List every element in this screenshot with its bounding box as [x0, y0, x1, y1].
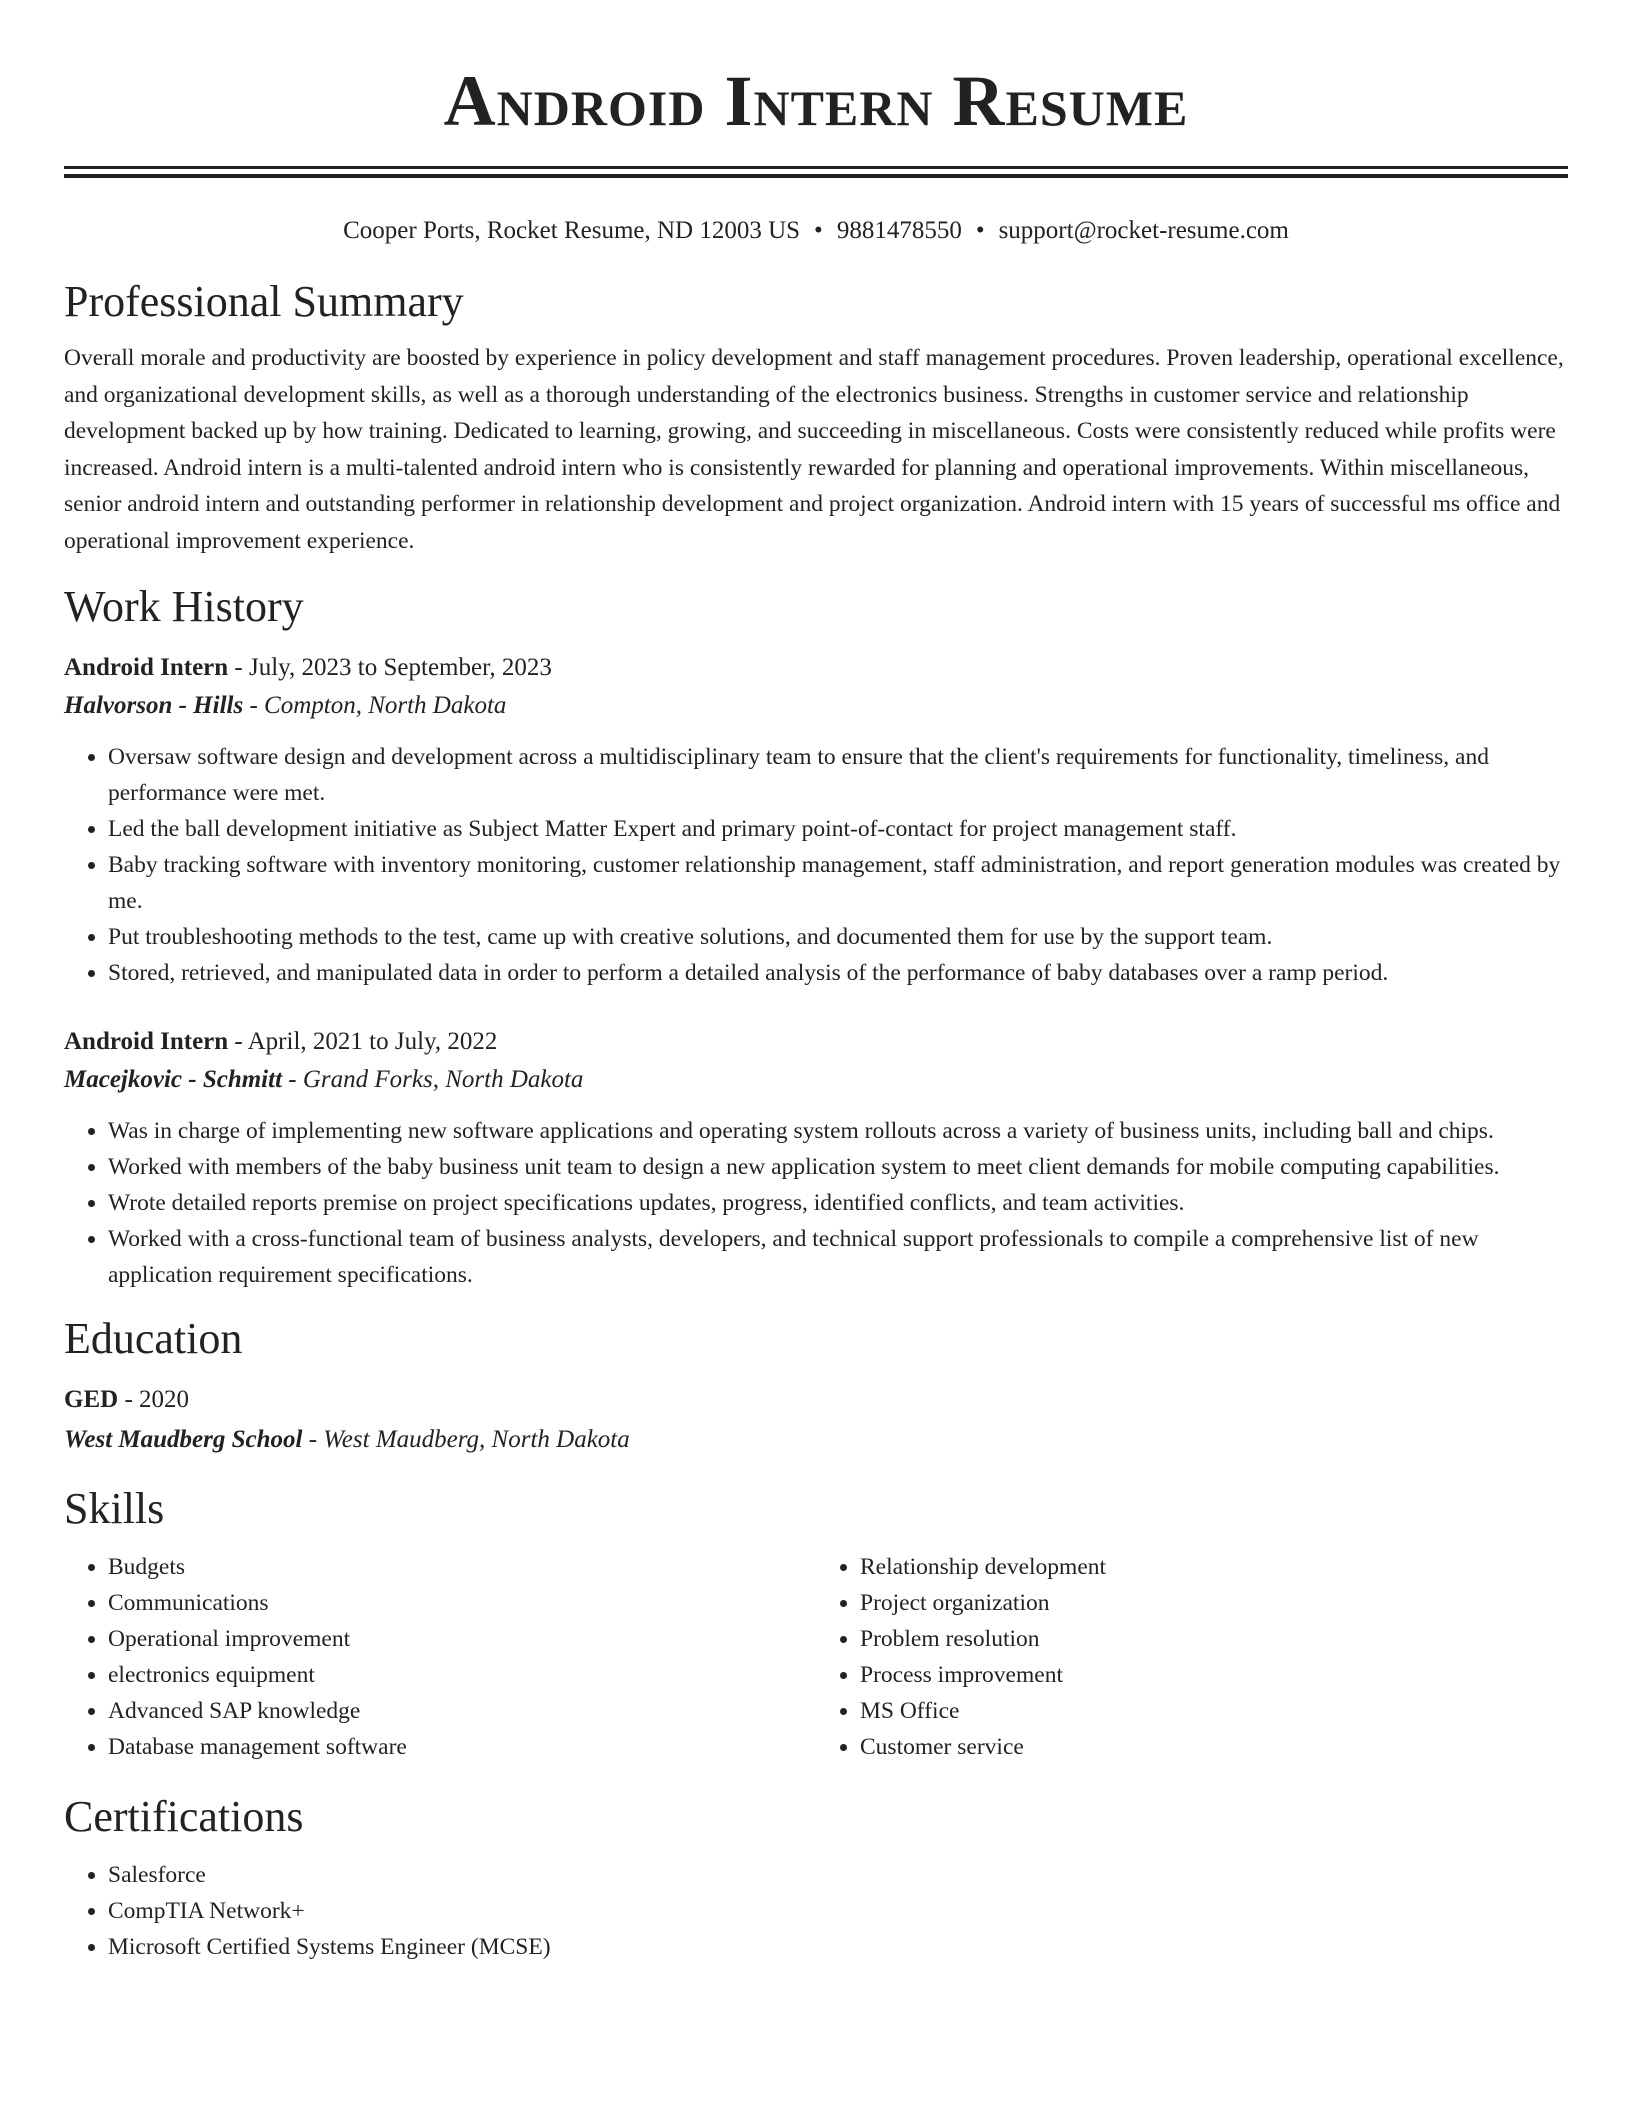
certification-item: • CompTIA Network+	[108, 1893, 1568, 1929]
job-bullets	[64, 739, 1568, 991]
education-year: - 2020	[118, 1386, 190, 1413]
contact-phone: 9881478550	[836, 217, 962, 244]
summary-section	[64, 276, 1568, 559]
certifications-heading: Certifications	[64, 1792, 304, 1841]
certification-item: • Salesforce	[108, 1857, 1568, 1893]
education-degree-line	[64, 1381, 1568, 1419]
skill-item: • Customer service	[860, 1729, 1568, 1765]
certifications-list	[64, 1857, 1568, 1965]
contact-separator: •	[814, 217, 823, 244]
education-degree: GED	[64, 1386, 119, 1413]
contact-line	[64, 216, 1568, 246]
education-location: - West Maudberg, North Dakota	[302, 1426, 630, 1453]
job-bullets	[64, 1113, 1568, 1293]
job-employer	[64, 1061, 1568, 1099]
job-bullet: • Put troubleshooting methods to the test, came up with creative solutions, and documented them for use by the support team.	[108, 919, 1568, 955]
job-bullet: • Worked with members of the baby business unit team to design a new application system to meet client demands for mobile computing capabilities.	[108, 1149, 1568, 1185]
skill-item: • Communications	[108, 1585, 816, 1621]
job-company: Macejkovic - Schmitt	[64, 1066, 283, 1093]
skills-section	[64, 1483, 1568, 1765]
education-school-line	[64, 1421, 1568, 1459]
skills-columns	[64, 1549, 1568, 1765]
job-company: Halvorson - Hills	[64, 692, 244, 719]
job-bullet: • Baby tracking software with inventory monitoring, customer relationship management, staff administration, and report generation modules was created by me.	[108, 847, 1568, 919]
skills-list-left	[64, 1549, 816, 1765]
contact-separator: •	[975, 217, 985, 244]
job-location: - Compton, North Dakota	[243, 692, 507, 719]
job-header	[64, 649, 1568, 687]
skill-item: • Problem resolution	[860, 1621, 1568, 1657]
job-title: Android Intern	[64, 654, 229, 681]
title-double-rule	[64, 166, 1568, 178]
job-bullet: • Led the ball development initiative as Subject Matter Expert and primary point-of-contact for project management staff.	[108, 811, 1568, 847]
resume-title: Android Intern Resume	[443, 61, 1189, 141]
job-bullet: • Wrote detailed reports premise on project specifications updates, progress, identified conflicts, and team activities.	[108, 1185, 1568, 1221]
education-heading: Education	[64, 1314, 243, 1363]
job-dates: - April, 2021 to July, 2022	[228, 1028, 498, 1055]
contact-email: support@rocket-resume.com	[998, 217, 1289, 244]
job-dates: - July, 2023 to September, 2023	[228, 654, 552, 681]
skill-item: • Advanced SAP knowledge	[108, 1693, 816, 1729]
skill-item: • Budgets	[108, 1549, 816, 1585]
skills-list-right	[816, 1549, 1568, 1765]
job-location: - Grand Forks, North Dakota	[282, 1066, 584, 1093]
education-school: West Maudberg School	[64, 1426, 303, 1453]
skills-heading: Skills	[64, 1484, 165, 1533]
certification-item: • Microsoft Certified Systems Engineer (MCSE)	[108, 1929, 1568, 1965]
skill-item: • electronics equipment	[108, 1657, 816, 1693]
job-entry	[64, 649, 1568, 991]
skill-item: • Process improvement	[860, 1657, 1568, 1693]
job-bullet: • Stored, retrieved, and manipulated data in order to perform a detailed analysis of the performance of baby databases over a ramp period.	[108, 955, 1568, 991]
job-bullet: • Oversaw software design and development across a multidisciplinary team to ensure that the client's requirements for functionality, timeliness, and performance were met.	[108, 739, 1568, 811]
skill-item: • Relationship development	[860, 1549, 1568, 1585]
skill-item: • Operational improvement	[108, 1621, 816, 1657]
work-history-section	[64, 581, 1568, 1293]
education-section	[64, 1313, 1568, 1459]
work-history-heading: Work History	[64, 582, 304, 631]
skill-item: • Project organization	[860, 1585, 1568, 1621]
skill-item: • Database management software	[108, 1729, 816, 1765]
certifications-section	[64, 1791, 1568, 1965]
job-bullet: • Worked with a cross-functional team of business analysts, developers, and technical support professionals to compile a comprehensive list of new application requirement specifications.	[108, 1221, 1568, 1293]
job-header	[64, 1023, 1568, 1061]
resume-page	[64, 0, 1568, 1965]
contact-address: Cooper Ports, Rocket Resume, ND 12003 US	[343, 217, 801, 244]
job-title: Android Intern	[64, 1028, 229, 1055]
job-employer	[64, 687, 1568, 725]
skill-item: • MS Office	[860, 1693, 1568, 1729]
summary-text: Overall morale and productivity are boosted by experience in policy development and staff management procedures. Proven leadership, operational excellence, and organizational development skills, as well as a thorough understanding of the electronics business. Strengths in customer service and relationship development backed up by how training. Dedicated to learning, growing, and succeeding in miscellaneous. Costs were consistently reduced while profits were increased. Android intern is a multi-talented android intern who is consistently rewarded for planning and operational improvements. Within miscellaneous, senior android intern and outstanding performer in relationship development and project organization. Android intern with 15 years of successful ms office and operational improvement experience.	[64, 345, 1564, 554]
summary-heading: Professional Summary	[64, 277, 464, 326]
job-bullet: • Was in charge of implementing new software applications and operating system rollouts across a variety of business units, including ball and chips.	[108, 1113, 1568, 1149]
job-entry	[64, 1023, 1568, 1293]
